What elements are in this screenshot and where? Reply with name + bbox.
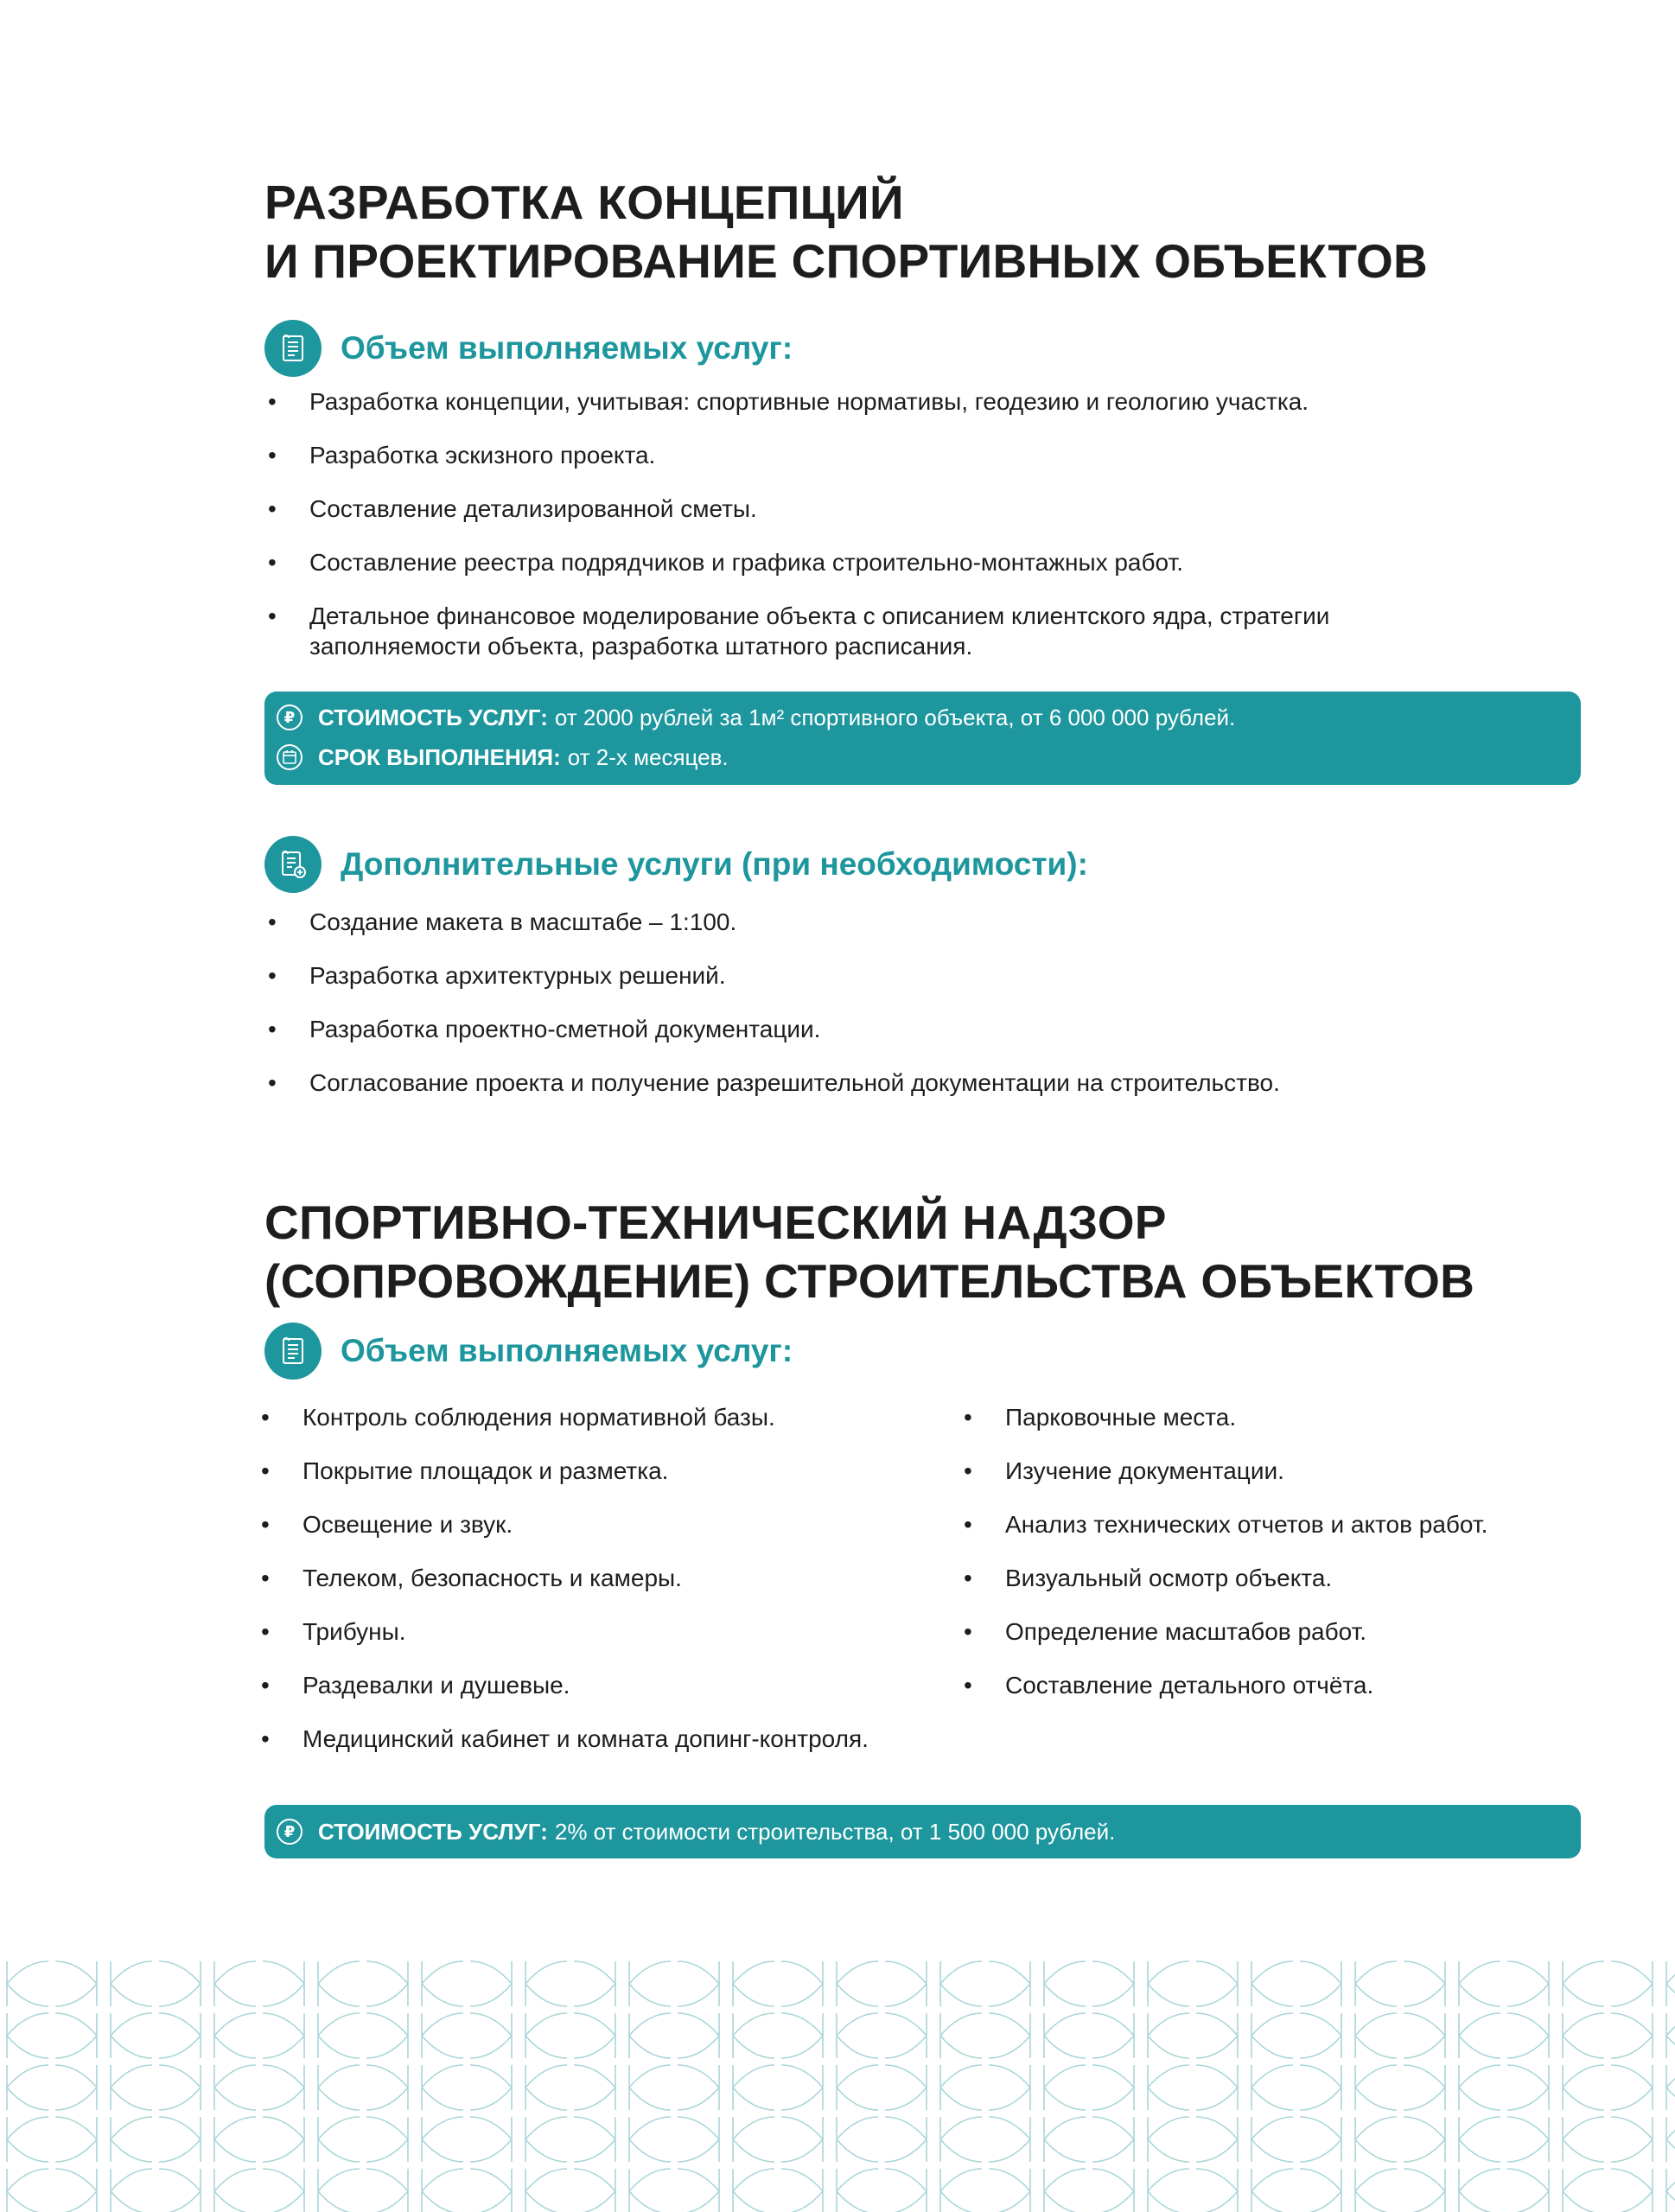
section2-cost-value: 2% от стоимости строительства, от 1 500 000 рублей. bbox=[554, 1818, 1116, 1845]
list-item: • Согласование проекта и получение разрешительной документации на строительство. bbox=[264, 1068, 1457, 1098]
list-item: • Разработка концепции, учитывая: спортивные нормативы, геодезию и геологию участка. bbox=[264, 386, 1457, 417]
section2-price-bar bbox=[264, 1805, 1581, 1858]
list-item: • Составление детализированной сметы. bbox=[264, 494, 1457, 524]
list-item: • Составление реестра подрядчиков и графика строительно-монтажных работ. bbox=[264, 547, 1457, 577]
section1-scope-heading bbox=[264, 320, 793, 377]
section1-extra-list bbox=[264, 907, 1457, 1121]
list-item: • Детальное финансовое моделирование объекта с описанием клиентского ядра, стратегии заполняемости объекта, разработка штатного расписания. bbox=[264, 601, 1416, 661]
list-item: • Парковочные места. bbox=[960, 1402, 1583, 1432]
section2-scope-list-right bbox=[960, 1402, 1583, 1724]
list-item: • Разработка проектно-сметной документации. bbox=[264, 1014, 1457, 1044]
section1-term-row bbox=[264, 737, 1581, 777]
list-item: • Медицинский кабинет и комната допинг-контроля. bbox=[258, 1724, 932, 1754]
section1-extra-heading-text: Дополнительные услуги (при необходимости): bbox=[341, 846, 1088, 882]
section1-extra-heading bbox=[264, 836, 1088, 893]
list-item: • Разработка архитектурных решений. bbox=[264, 960, 1457, 991]
section1-title-line1: РАЗРАБОТКА КОНЦЕПЦИЙ bbox=[264, 175, 904, 229]
list-item: • Трибуны. bbox=[258, 1616, 932, 1647]
ruble-icon: ₽ bbox=[277, 704, 303, 730]
list-item: • Изучение документации. bbox=[960, 1456, 1583, 1486]
list-item: • Создание макета в масштабе – 1:100. bbox=[264, 907, 1457, 937]
list-item: • Телеком, безопасность и камеры. bbox=[258, 1563, 932, 1593]
section2-scope-list-left bbox=[258, 1402, 932, 1777]
list-item: • Визуальный осмотр объекта. bbox=[960, 1563, 1583, 1593]
section2-title bbox=[264, 1193, 1474, 1310]
document-scroll-plus-icon bbox=[264, 836, 322, 893]
document-scroll-icon bbox=[264, 320, 322, 377]
list-item: • Анализ технических отчетов и актов работ. bbox=[960, 1509, 1583, 1539]
section1-cost-label: СТОИМОСТЬ УСЛУГ: bbox=[318, 704, 548, 730]
list-item: • Контроль соблюдения нормативной базы. bbox=[258, 1402, 932, 1432]
section2-cost-row bbox=[264, 1812, 1581, 1852]
section1-title bbox=[264, 173, 1428, 290]
section2-scope-heading-text: Объем выполняемых услуг: bbox=[341, 1333, 793, 1368]
list-item: • Разработка эскизного проекта. bbox=[264, 440, 1457, 470]
section2-cost-label: СТОИМОСТЬ УСЛУГ: bbox=[318, 1818, 548, 1845]
list-item: • Раздевалки и душевые. bbox=[258, 1670, 932, 1700]
section1-cost-value: от 2000 рублей за 1м² спортивного объекта, от 6 000 000 рублей. bbox=[554, 704, 1236, 730]
list-item: • Освещение и звук. bbox=[258, 1509, 932, 1539]
section1-scope-list bbox=[264, 386, 1457, 685]
document-scroll-icon bbox=[264, 1323, 322, 1380]
section1-cost-row bbox=[264, 698, 1581, 737]
section2-title-line2: (СОПРОВОЖДЕНИЕ) СТРОИТЕЛЬСТВА ОБЪЕКТОВ bbox=[264, 1254, 1475, 1308]
list-item: • Составление детального отчёта. bbox=[960, 1670, 1583, 1700]
section1-title-line2: И ПРОЕКТИРОВАНИЕ СПОРТИВНЫХ ОБЪЕКТОВ bbox=[264, 234, 1429, 288]
ruble-icon: ₽ bbox=[277, 1819, 303, 1845]
list-item: • Покрытие площадок и разметка. bbox=[258, 1456, 932, 1486]
section1-scope-heading-text: Объем выполняемых услуг: bbox=[341, 330, 793, 366]
calendar-clock-icon bbox=[277, 744, 303, 770]
decorative-pattern bbox=[0, 1958, 1675, 2212]
section1-price-bar bbox=[264, 692, 1581, 785]
section2-scope-heading bbox=[264, 1323, 793, 1380]
section1-term-label: СРОК ВЫПОЛНЕНИЯ: bbox=[318, 743, 561, 770]
section1-term-value: от 2-х месяцев. bbox=[567, 743, 729, 770]
list-item: • Определение масштабов работ. bbox=[960, 1616, 1583, 1647]
section2-title-line1: СПОРТИВНО-ТЕХНИЧЕСКИЙ НАДЗОР bbox=[264, 1195, 1167, 1249]
